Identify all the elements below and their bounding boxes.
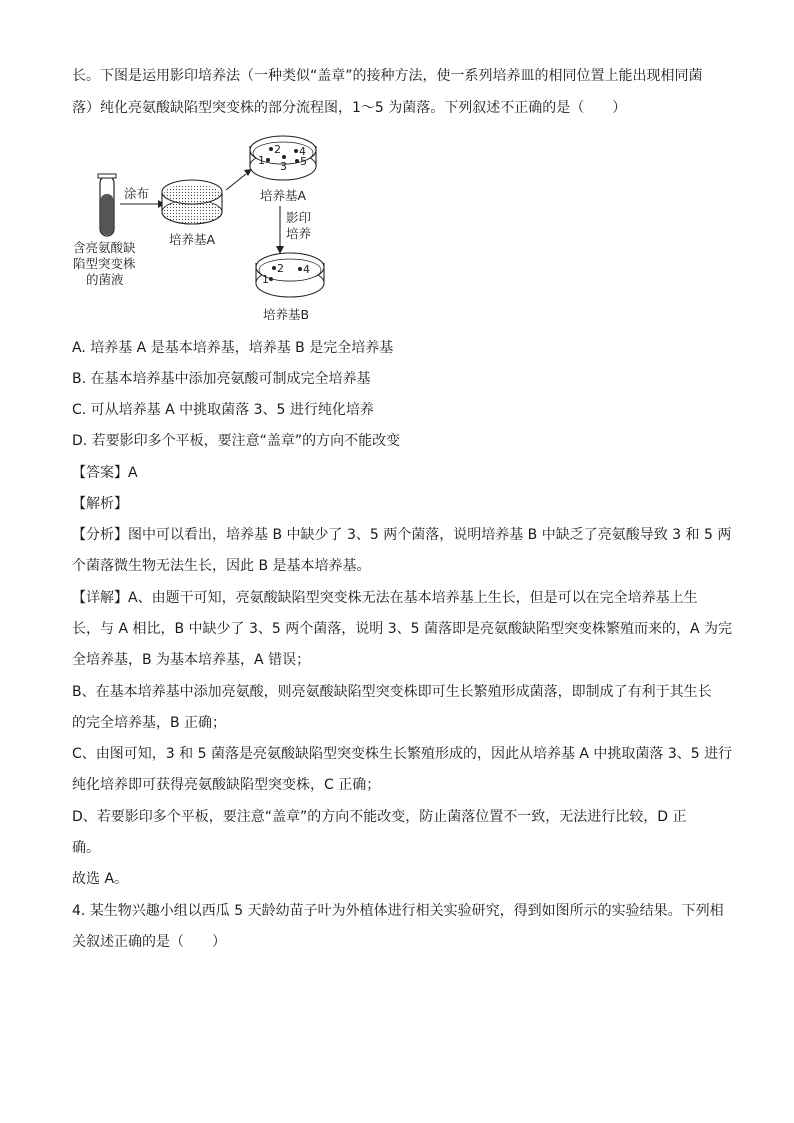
detail-line-2: 长，与 A 相比，B 中缺少了 3、5 两个菌落，说明 3、5 菌落即是亮氨酸缺陷型突变株繁殖而来的，A 为完: [72, 621, 732, 637]
detail-line-6: C、由图可知，3 和 5 菌落是亮氨酸缺陷型突变株生长繁殖形成的，因此从培养基 A 中挑取菌落 3、5 进行: [72, 746, 733, 762]
option-d: D. 若要影印多个平板，要注意“盖章”的方向不能改变: [72, 433, 401, 449]
detail-line-1: 【详解】A、由题干可知，亮氨酸缺陷型突变株无法在基本培养基上生长，但是可以在完全培养基上生: [72, 590, 698, 606]
spread-label: 涂布: [124, 186, 150, 201]
analysis-line-2: 个菌落微生物无法生长，因此 B 是基本培养基。: [72, 558, 371, 574]
colony-label-top-3: 3: [280, 160, 287, 173]
detail-line-9: 确。: [72, 840, 100, 856]
answer-value: A: [128, 465, 138, 481]
analysis-tag: 【解析】: [72, 496, 128, 512]
detail-line-8: D、若要影印多个平板，要注意“盖章”的方向不能改变，防止菌落位置不一致，无法进行比较，D 正: [72, 809, 687, 825]
question-intro-line-2: 落）纯化亮氨酸缺陷型突变株的部分流程图，1～5 为菌落。下列叙述不正确的是（ ）: [72, 100, 627, 116]
question-intro-line-1: 长。下图是运用影印培养法（一种类似“盖章”的接种方法，使一系列培养皿的相同位置上能出现相同菌: [72, 68, 703, 84]
tube-label-1: 含亮氨酸缺: [73, 240, 136, 255]
tube-label-3: 的菌液: [86, 272, 124, 287]
colony-label-top-5: 5: [300, 155, 307, 168]
option-b: B. 在基本培养基中添加亮氨酸可制成完全培养基: [72, 371, 371, 387]
replica-label-2: 培养: [286, 226, 312, 241]
colony-label-bottom-4: 4: [303, 263, 310, 276]
next-question-line-2: 关叙述正确的是（ ）: [72, 934, 226, 950]
colony-label-top-4: 4: [299, 145, 306, 158]
tube-label-2: 陷型突变株: [73, 256, 136, 271]
petri-dish-1: [162, 180, 222, 224]
dish-3-label: 培养基B: [263, 307, 310, 322]
dish-1-label: 培养基A: [169, 232, 216, 247]
colony-label-top-1: 1: [258, 154, 265, 167]
next-question-line-1: 4. 某生物兴趣小组以西瓜 5 天龄幼苗子叶为外植体进行相关实验研究，得到如图所示的实验结果。下列相: [72, 903, 724, 919]
colony-label-bottom-2: 2: [277, 262, 284, 275]
replica-plating-figure: [70, 128, 330, 328]
dish-2-label: 培养基A: [260, 188, 307, 203]
detail-line-4: B、在基本培养基中添加亮氨酸，则亮氨酸缺陷型突变株即可生长繁殖形成菌落，即制成了有利于其生长: [72, 684, 712, 700]
answer-line: [72, 463, 138, 483]
detail-line-3: 全培养基，B 为基本培养基，A 错误；: [72, 652, 311, 668]
analysis-line-1: 【分析】图中可以看出，培养基 B 中缺少了 3、5 两个菌落，说明培养基 B 中缺乏了亮氨酸导致 3 和 5 两: [72, 527, 732, 543]
test-tube-icon: [98, 174, 116, 236]
answer-tag: 【答案】: [72, 465, 128, 481]
colony-label-bottom-1: 1: [262, 273, 269, 286]
colony-label-top-2: 2: [274, 143, 281, 156]
option-a: A. 培养基 A 是基本培养基，培养基 B 是完全培养基: [72, 340, 394, 356]
diagonal-arrow: [226, 174, 246, 190]
detail-line-5: 的完全培养基，B 正确；: [72, 715, 227, 731]
option-c: C. 可从培养基 A 中挑取菌落 3、5 进行纯化培养: [72, 402, 374, 418]
replica-label-1: 影印: [286, 210, 312, 225]
detail-line-10: 故选 A。: [72, 871, 129, 887]
detail-line-7: 纯化培养即可获得亮氨酸缺陷型突变株，C 正确；: [72, 777, 381, 793]
